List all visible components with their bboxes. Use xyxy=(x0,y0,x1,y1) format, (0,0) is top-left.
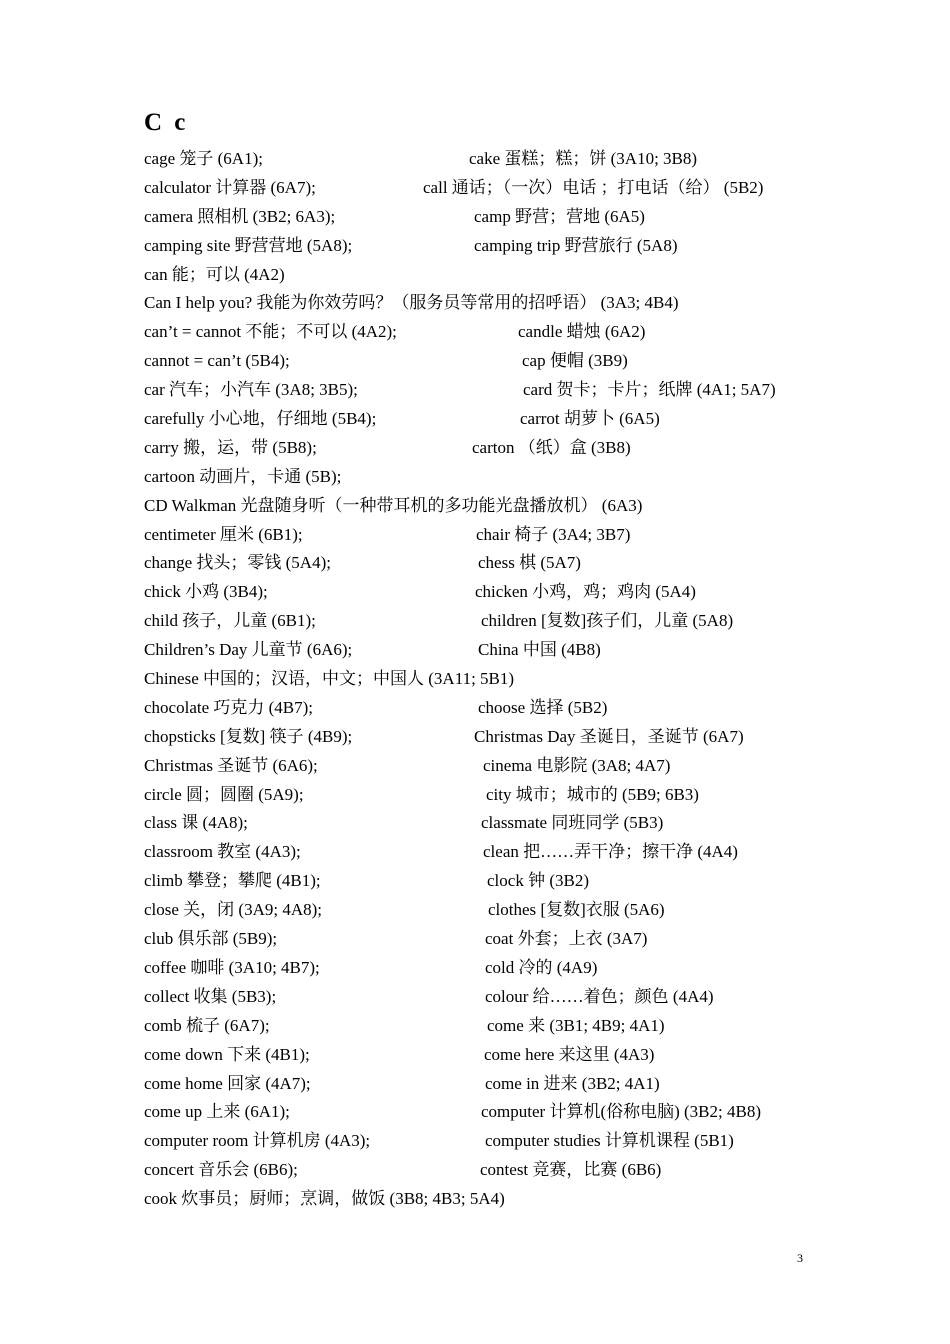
entry-row xyxy=(0,752,950,781)
vocabulary-entry: chocolate 巧克力 (4B7); xyxy=(144,697,314,717)
entry-row xyxy=(0,549,950,578)
entry-row xyxy=(0,347,950,376)
vocabulary-entry: coffee 咖啡 (3A10; 4B7); xyxy=(144,957,320,977)
vocabulary-entry: Christmas Day 圣诞日，圣诞节 (6A7) xyxy=(474,726,744,746)
vocabulary-entry: come home 回家 (4A7); xyxy=(144,1073,311,1093)
vocabulary-entry: cinema 电影院 (3A8; 4A7) xyxy=(483,755,671,775)
vocabulary-entry: computer 计算机(俗称电脑) (3B2; 4B8) xyxy=(481,1102,761,1122)
vocabulary-entry: collect 收集 (5B3); xyxy=(144,986,277,1006)
entry-row xyxy=(0,289,950,318)
vocabulary-entry: comb 梳子 (6A7); xyxy=(144,1015,270,1035)
vocabulary-entry: clean 把……弄干净；擦干净 (4A4) xyxy=(483,842,738,862)
vocabulary-entry: car 汽车；小汽车 (3A8; 3B5); xyxy=(144,380,358,400)
vocabulary-entry: camping site 野营营地 (5A8); xyxy=(144,235,353,255)
entry-row xyxy=(0,1156,950,1185)
vocabulary-entry: can’t = cannot 不能；不可以 (4A2); xyxy=(144,322,397,342)
vocabulary-entry: coat 外套；上衣 (3A7) xyxy=(485,929,648,949)
entry-row xyxy=(0,145,950,174)
entry-row xyxy=(0,203,950,232)
vocabulary-entry: concert 音乐会 (6B6); xyxy=(144,1160,298,1180)
vocabulary-entry: come up 上来 (6A1); xyxy=(144,1102,290,1122)
entry-row xyxy=(0,1041,950,1070)
vocabulary-entry: come 来 (3B1; 4B9; 4A1) xyxy=(487,1015,665,1035)
vocabulary-entry: calculator 计算器 (6A7); xyxy=(144,177,316,197)
entry-row xyxy=(0,809,950,838)
entry-row xyxy=(0,232,950,261)
vocabulary-list xyxy=(0,145,950,1214)
vocabulary-entry: come down 下来 (4B1); xyxy=(144,1044,310,1064)
entry-row xyxy=(0,174,950,203)
entry-row xyxy=(0,1070,950,1099)
vocabulary-entry: cake 蛋糕；糕；饼 (3A10; 3B8) xyxy=(469,149,698,168)
entry-row xyxy=(0,463,950,492)
entry-row xyxy=(0,607,950,636)
entry-row xyxy=(0,694,950,723)
vocabulary-entry: chick 小鸡 (3B4); xyxy=(144,582,268,602)
vocabulary-entry: camping trip 野营旅行 (5A8) xyxy=(474,235,678,255)
vocabulary-entry: children [复数]孩子们，儿童 (5A8) xyxy=(481,611,734,631)
entry-row xyxy=(0,578,950,607)
vocabulary-entry: computer studies 计算机课程 (5B1) xyxy=(485,1131,734,1151)
vocabulary-entry: city 城市；城市的 (5B9; 6B3) xyxy=(486,784,699,804)
vocabulary-entry: choose 选择 (5B2) xyxy=(478,697,608,717)
vocabulary-entry: classroom 教室 (4A3); xyxy=(144,842,301,862)
entry-row xyxy=(0,1098,950,1127)
entry-row xyxy=(0,1185,950,1214)
vocabulary-entry: computer room 计算机房 (4A3); xyxy=(144,1131,371,1151)
vocabulary-entry: clothes [复数]衣服 (5A6) xyxy=(488,900,665,920)
entry-row xyxy=(0,925,950,954)
entry-row xyxy=(0,434,950,463)
vocabulary-entry: carton （纸）盒 (3B8) xyxy=(472,437,631,457)
vocabulary-entry: cook 炊事员；厨师；烹调，做饭 (3B8; 4B3; 5A4) xyxy=(144,1189,505,1209)
vocabulary-entry: chicken 小鸡，鸡；鸡肉 (5A4) xyxy=(475,582,696,602)
vocabulary-entry: Can I help you? 我能为你效劳吗？（服务员等常用的招呼语） (3A3; 4B4) xyxy=(144,293,679,313)
entry-row xyxy=(0,492,950,521)
vocabulary-entry: China 中国 (4B8) xyxy=(478,640,601,660)
vocabulary-entry: cold 冷的 (4A9) xyxy=(485,957,598,977)
vocabulary-entry: candle 蜡烛 (6A2) xyxy=(518,322,646,342)
entry-row xyxy=(0,521,950,550)
entry-row xyxy=(0,983,950,1012)
vocabulary-entry: CD Walkman 光盘随身听（一种带耳机的多功能光盘播放机） (6A3) xyxy=(144,495,643,515)
vocabulary-entry: Christmas 圣诞节 (6A6); xyxy=(144,755,318,775)
vocabulary-entry: come here 来这里 (4A3) xyxy=(484,1044,655,1064)
vocabulary-entry: climb 攀登；攀爬 (4B1); xyxy=(144,871,321,891)
vocabulary-entry: camera 照相机 (3B2; 6A3); xyxy=(144,206,336,226)
vocabulary-entry: cannot = can’t (5B4); xyxy=(144,351,290,371)
entry-row xyxy=(0,665,950,694)
entry-row xyxy=(0,867,950,896)
entry-row xyxy=(0,261,950,290)
entry-row xyxy=(0,1127,950,1156)
vocabulary-entry: classmate 同班同学 (5B3) xyxy=(481,813,664,833)
vocabulary-entry: card 贺卡；卡片；纸牌 (4A1; 5A7) xyxy=(523,380,776,400)
vocabulary-entry: Chinese 中国的；汉语，中文；中国人 (3A11; 5B1) xyxy=(144,669,515,689)
entry-row xyxy=(0,896,950,925)
vocabulary-entry: cap 便帽 (3B9) xyxy=(522,351,628,371)
entry-row xyxy=(0,405,950,434)
entry-row xyxy=(0,1012,950,1041)
vocabulary-entry: can 能；可以 (4A2) xyxy=(144,264,285,284)
vocabulary-entry: chair 椅子 (3A4; 3B7) xyxy=(476,524,631,544)
vocabulary-entry: centimeter 厘米 (6B1); xyxy=(144,524,303,544)
vocabulary-entry: change 找头；零钱 (5A4); xyxy=(144,553,331,573)
entry-row xyxy=(0,838,950,867)
vocabulary-entry: come in 进来 (3B2; 4A1) xyxy=(485,1073,660,1093)
vocabulary-entry: call 通话；（一次）电话 ；打电话（给） (5B2) xyxy=(423,177,764,197)
vocabulary-entry: club 俱乐部 (5B9); xyxy=(144,929,278,949)
entry-row xyxy=(0,723,950,752)
entry-row xyxy=(0,781,950,810)
vocabulary-entry: class 课 (4A8); xyxy=(144,813,248,833)
vocabulary-entry: carrot 胡萝卜 (6A5) xyxy=(520,409,660,429)
vocabulary-entry: carry 搬，运，带 (5B8); xyxy=(144,437,317,457)
entry-row xyxy=(0,318,950,347)
page-number: 3 xyxy=(797,1251,803,1265)
entry-row xyxy=(0,376,950,405)
vocabulary-entry: colour 给……着色；颜色 (4A4) xyxy=(485,986,714,1006)
vocabulary-entry: Children’s Day 儿童节 (6A6); xyxy=(144,640,353,660)
vocabulary-entry: contest 竞赛，比赛 (6B6) xyxy=(480,1160,662,1180)
vocabulary-entry: chess 棋 (5A7) xyxy=(478,553,581,573)
vocabulary-entry: carefully 小心地，仔细地 (5B4); xyxy=(144,409,377,429)
vocabulary-entry: chopsticks [复数] 筷子 (4B9); xyxy=(144,726,353,746)
vocabulary-entry: cartoon 动画片，卡通 (5B); xyxy=(144,466,342,486)
vocabulary-entry: cage 笼子 (6A1); xyxy=(144,149,263,168)
vocabulary-entry: clock 钟 (3B2) xyxy=(487,871,589,891)
vocabulary-entry: camp 野营；营地 (6A5) xyxy=(474,206,645,226)
section-heading: C c xyxy=(144,109,189,136)
entry-row xyxy=(0,954,950,983)
vocabulary-entry: child 孩子，儿童 (6B1); xyxy=(144,611,316,631)
entry-row xyxy=(0,636,950,665)
vocabulary-entry: circle 圆；圆圈 (5A9); xyxy=(144,784,304,804)
vocabulary-entry: close 关，闭 (3A9; 4A8); xyxy=(144,900,323,920)
